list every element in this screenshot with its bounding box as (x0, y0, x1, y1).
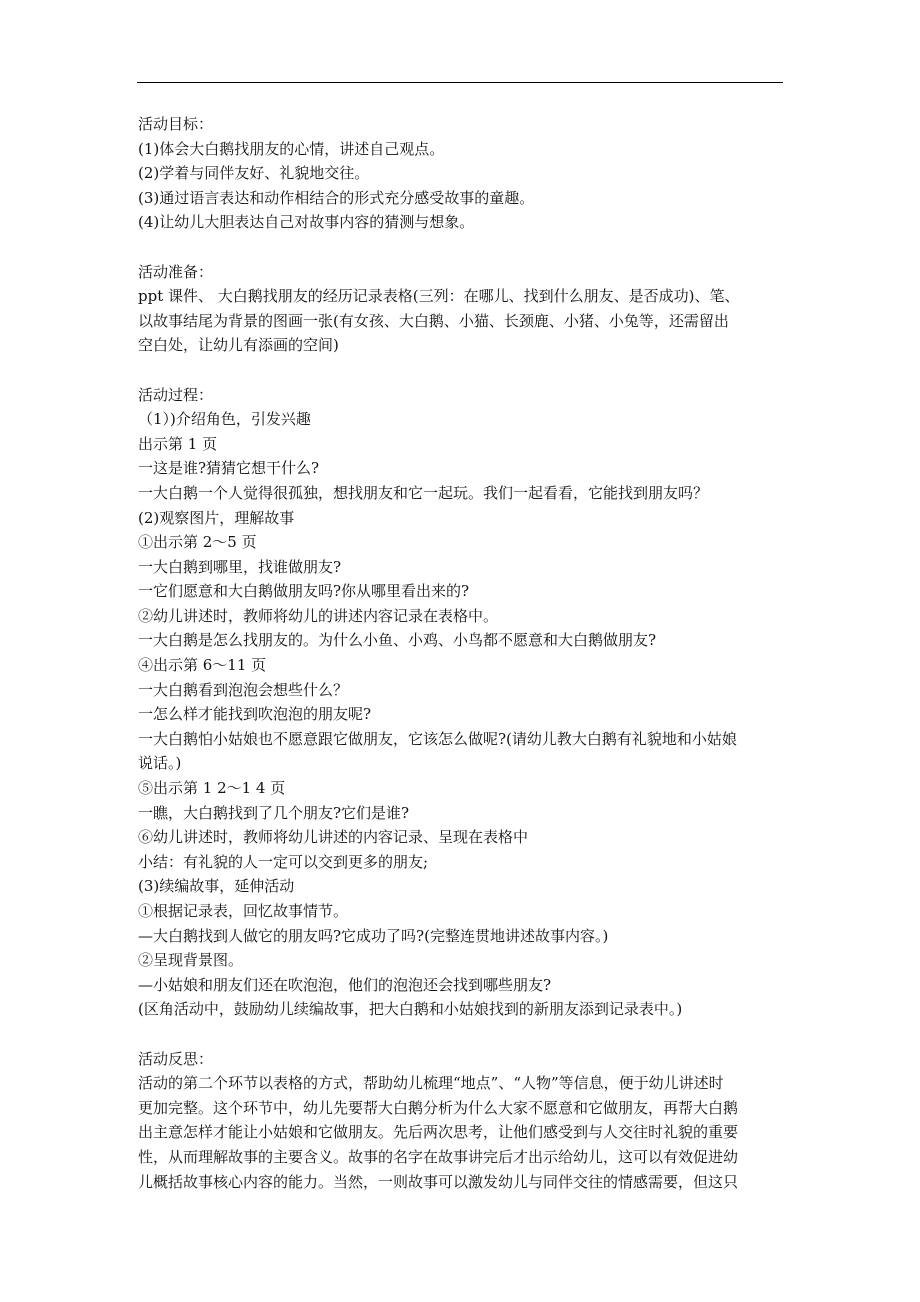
prep-line: 以故事结尾为背景的图画一张(有女孩、大白鹅、小猫、长颈鹿、小猪、小兔等，还需留出 (138, 311, 729, 330)
section-process (138, 383, 793, 1022)
goal-item: (2)学着与同伴友好、礼貌地交往。 (138, 164, 370, 183)
reflection-heading: 活动反思： (138, 1049, 214, 1068)
process-line: 一大白鹅到哪里，找谁做朋友? (138, 557, 342, 576)
section-preparation (138, 260, 793, 358)
process-line: (2)观察图片，理解故事 (138, 508, 295, 527)
process-line: 一大白鹅是怎么找朋友的。为什么小鱼、小鸡、小鸟都不愿意和大白鹅做朋友? (138, 631, 657, 650)
reflection-line: 出主意怎样才能让小姑娘和它做朋友。先后两次思考，让他们感受到与人交往时礼貌的重要 (138, 1123, 739, 1142)
prep-heading: 活动准备： (138, 262, 214, 281)
goal-item: (3)通过语言表达和动作相结合的形式充分感受故事的童趣。 (138, 188, 535, 207)
process-line: ④出示第 6～11 页 (138, 656, 267, 675)
process-line: —小姑娘和朋友们还在吹泡泡，他们的泡泡还会找到哪些朋友? (138, 975, 552, 994)
process-line: (3)续编故事，延伸活动 (138, 877, 295, 896)
process-line: ⑥幼儿讲述时，教师将幼儿讲述的内容记录、呈现在表格中 (138, 828, 529, 847)
process-line: 出示第 1 页 (138, 434, 218, 453)
document-body (138, 112, 793, 1219)
process-line: ②呈现背景图。 (138, 951, 244, 970)
process-line: ①根据记录表，回忆故事情节。 (138, 902, 349, 920)
process-line: (区角活动中，鼓励幼儿续编故事，把大白鹅和小姑娘找到的新朋友添到记录表中。) (138, 1000, 683, 1019)
reflection-line: 活动的第二个环节以表格的方式，帮助幼儿梳理“地点”、“人物”等信息，便于幼儿讲述时 (138, 1074, 724, 1093)
goal-item: (1)体会大白鹅找朋友的心情，讲述自己观点。 (138, 139, 445, 158)
goals-heading: 活动目标： (138, 115, 214, 133)
process-line: 说话。) (138, 754, 182, 773)
process-line: 一它们愿意和大白鹅做朋友吗?你从哪里看出来的? (138, 582, 470, 601)
header-rule (137, 82, 783, 83)
reflection-line: 儿概括故事核心内容的能力。当然，一则故事可以激发幼儿与同伴交往的情感需要，但这只 (138, 1172, 739, 1191)
process-line: 小结：有礼貌的人一定可以交到更多的朋友; (138, 852, 429, 871)
process-line: （1）)介绍角色，引发兴趣 (138, 410, 311, 429)
process-line: 一这是谁?猜猜它想干什么? (138, 459, 320, 478)
section-goals (138, 112, 793, 235)
prep-line: ppt 课件、 大白鹅找朋友的经历记录表格(三列：在哪儿、找到什么朋友、是否成功)、笔、 (138, 287, 740, 306)
process-heading: 活动过程： (138, 385, 214, 404)
process-line: 一大白鹅看到泡泡会想些什么？ (138, 680, 349, 699)
process-line: 一怎么样才能找到吹泡泡的朋友呢? (138, 705, 372, 724)
reflection-line: 性，从而理解故事的主要含义。故事的名字在故事讲完后才出示给幼儿，这可以有效促进幼 (138, 1147, 739, 1166)
process-line: —大白鹅找到人做它的朋友吗?它成功了吗?(完整连贯地讲述故事内容。) (138, 926, 609, 945)
goal-item: (4)让幼儿大胆表达自己对故事内容的猜测与想象。 (138, 213, 475, 232)
reflection-line: 更加完整。这个环节中，幼儿先要帮大白鹅分析为什么大家不愿意和它做朋友，再帮大白鹅 (138, 1098, 739, 1117)
process-line: 一瞧，大白鹅找到了几个朋友?它们是谁? (138, 803, 410, 822)
process-line: 一大白鹅怕小姑娘也不愿意跟它做朋友，它该怎么做呢?(请幼儿教大白鹅有礼貌地和小姑娘 (138, 729, 737, 748)
process-line: ②幼儿讲述时，教师将幼儿的讲述内容记录在表格中。 (138, 606, 499, 625)
process-line: ①出示第 2～5 页 (138, 533, 257, 552)
prep-line: 空白处，让幼儿有添画的空间) (138, 336, 339, 355)
section-reflection (138, 1047, 793, 1195)
process-line: 一大白鹅一个人觉得很孤独，想找朋友和它一起玩。我们一起看看，它能找到朋友吗？ (138, 483, 709, 502)
process-line: ⑤出示第 1 2～1 4 页 (138, 779, 286, 798)
